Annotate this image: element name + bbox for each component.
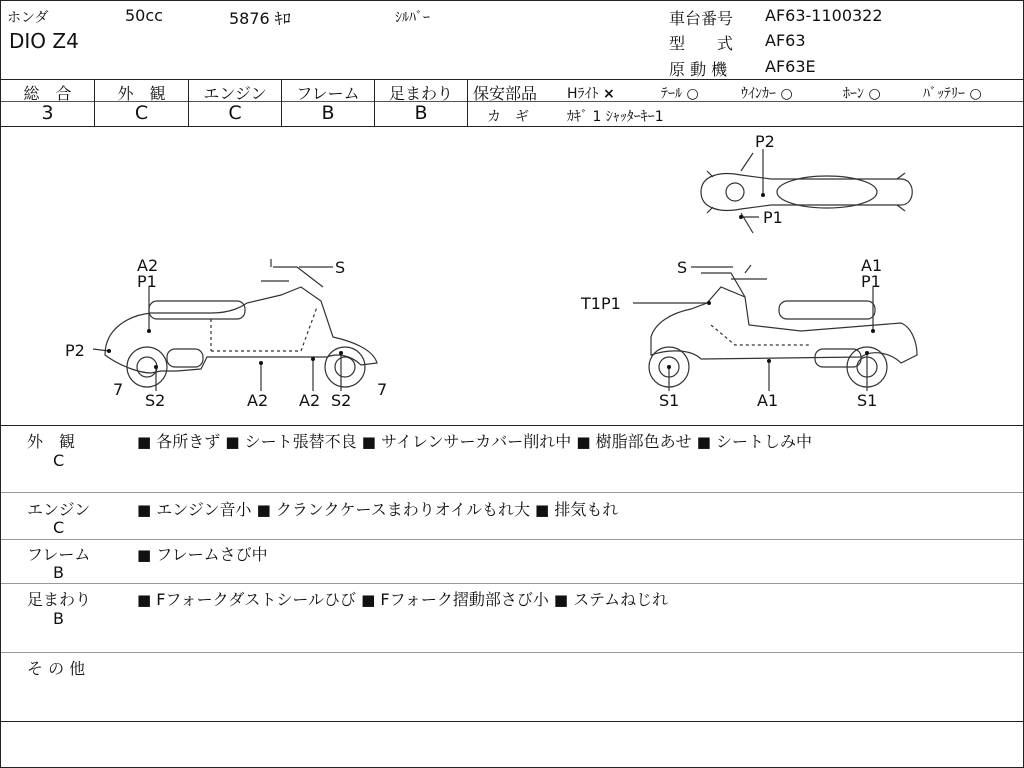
type-label: 型 式 — [669, 34, 734, 53]
grade-label-overall: 総 合 — [23, 84, 72, 103]
label-p1-right: P1 — [861, 272, 881, 291]
safety-item-tail — [661, 83, 699, 103]
divider — [1, 539, 1023, 540]
maker: ホンダ — [7, 10, 49, 26]
type-value: AF63 — [765, 31, 806, 50]
item: Fフォーク摺動部さび小 — [380, 590, 549, 609]
divider — [1, 652, 1023, 653]
bullet-icon: ■ — [553, 591, 569, 609]
section-title-other: そ の 他 — [27, 659, 86, 678]
divider — [1, 425, 1023, 426]
item: 各所きず — [156, 432, 221, 451]
label-s2-left-rear: S2 — [331, 391, 352, 410]
section-title-suspension: 足まわり — [27, 590, 92, 609]
bullet-icon: ■ — [535, 501, 550, 519]
safety-item-name: ﾃｰﾙ — [661, 86, 682, 102]
section-grade-suspension: B — [53, 609, 64, 628]
item: シート張替不良 — [244, 432, 357, 451]
label-7-left-front: 7 — [113, 380, 124, 399]
grade-value-suspension: B — [414, 102, 428, 124]
label-7-left-rear: 7 — [377, 380, 388, 399]
grade-label-engine: エンジン — [203, 84, 267, 103]
section-grade-exterior: C — [53, 451, 65, 470]
grade-label-frame: フレーム — [296, 84, 360, 103]
divider — [1, 721, 1023, 722]
item: 樹脂部色あせ — [595, 432, 692, 451]
item: エンジン音小 — [156, 500, 252, 519]
frame-label: 車台番号 — [669, 9, 734, 28]
grade-label-exterior: 外 観 — [117, 84, 166, 103]
item: Fフォークダストシールひび — [156, 590, 357, 609]
safety-item-mark: ○ — [868, 86, 881, 102]
section-title-exterior: 外 観 — [27, 432, 76, 451]
item: ステムねじれ — [573, 590, 669, 609]
bullet-icon: ■ — [137, 433, 152, 451]
label-a1-right: A1 — [861, 256, 883, 275]
key-label: カ ギ — [487, 109, 529, 125]
safety-item-name: ﾊﾞｯﾃﾘｰ — [923, 86, 965, 102]
label-a2-left-rear: A2 — [299, 391, 321, 410]
label-t1p1-right: T1P1 — [581, 294, 621, 313]
displacement: 50cc — [125, 6, 163, 25]
mileage: 5876 ｷﾛ — [229, 9, 291, 28]
label-p2-top: P2 — [755, 132, 775, 151]
section-grade-engine: C — [53, 518, 65, 537]
label-a2-left-floor: A2 — [247, 391, 269, 410]
label-s-left: S — [335, 258, 346, 277]
label-p2-left: P2 — [65, 341, 85, 360]
safety-item-name: ﾎｰﾝ — [843, 86, 864, 102]
label-p1-left: P1 — [137, 272, 157, 291]
grade-value-engine: C — [228, 102, 242, 124]
safety-item-battery — [923, 83, 982, 103]
section-items-engine — [137, 497, 618, 520]
item: フレームさび中 — [156, 545, 268, 564]
safety-label: 保安部品 — [473, 84, 538, 103]
bullet-icon: ■ — [137, 546, 152, 564]
frame-value: AF63-1100322 — [765, 6, 883, 25]
label-a2-left: A2 — [137, 256, 159, 275]
bullet-icon: ■ — [361, 433, 376, 451]
safety-item-name: Hﾗｲﾄ — [567, 86, 599, 102]
item: 排気もれ — [554, 500, 619, 519]
bullet-icon: ■ — [137, 501, 152, 519]
grade-value-overall: 3 — [41, 102, 54, 124]
engine-label: 原 動 機 — [669, 60, 728, 79]
grade-label-suspension: 足まわり — [388, 84, 453, 103]
safety-item-winker — [741, 83, 793, 103]
section-items-frame — [137, 542, 268, 565]
grade-value-frame: B — [321, 102, 335, 124]
label-p1-top: P1 — [763, 208, 783, 227]
safety-item-mark: ○ — [780, 86, 793, 102]
item: サイレンサーカバー削れ中 — [381, 432, 572, 451]
safety-item-mark: ○ — [969, 86, 982, 102]
divider — [1, 583, 1023, 584]
color: ｼﾙﾊﾞｰ — [395, 10, 430, 26]
label-s1-right-rear: S1 — [857, 391, 878, 410]
safety-item-name: ｳｲﾝｶｰ — [741, 86, 776, 102]
section-title-frame: フレーム — [27, 545, 91, 564]
bullet-icon: ■ — [361, 591, 376, 609]
section-items-exterior — [137, 429, 812, 452]
engine-value: AF63E — [765, 57, 816, 76]
bullet-icon: ■ — [137, 591, 152, 609]
scooter-diagram — [1, 127, 1023, 425]
safety-item-mark: × — [602, 86, 615, 102]
label-s-right: S — [677, 258, 688, 277]
model-name: DIO Z4 — [9, 29, 79, 53]
item: シートしみ中 — [716, 432, 813, 451]
divider — [467, 79, 468, 126]
safety-item-mark: ○ — [686, 86, 699, 102]
safety-item-headlight — [567, 83, 615, 103]
bullet-icon: ■ — [576, 433, 591, 451]
key-value: ｶｷﾞ 1 ｼｬｯﾀｰｷｰ1 — [567, 109, 664, 125]
label-s2-left-front: S2 — [145, 391, 166, 410]
bullet-icon: ■ — [696, 433, 711, 451]
diagram-svg — [1, 127, 1023, 425]
divider — [1, 492, 1023, 493]
scooter-top-view — [701, 153, 912, 233]
grade-value-exterior: C — [134, 102, 149, 124]
section-grade-frame: B — [53, 563, 64, 582]
section-items-suspension — [137, 587, 668, 610]
item: クランクケースまわりオイルもれ大 — [275, 500, 530, 519]
section-title-engine: エンジン — [27, 500, 91, 519]
bullet-icon: ■ — [256, 501, 271, 519]
safety-item-horn — [843, 83, 881, 103]
label-a1-right-floor: A1 — [757, 391, 779, 410]
divider — [1, 79, 1023, 80]
bullet-icon: ■ — [225, 433, 240, 451]
label-s1-right-front: S1 — [659, 391, 680, 410]
